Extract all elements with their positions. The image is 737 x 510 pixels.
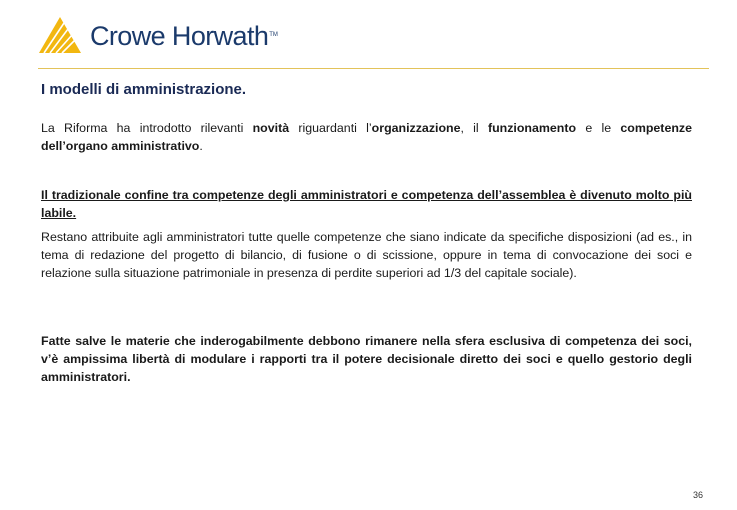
paragraph-materie: Fatte salve le materie che inderogabilmente debbono rimanere nella sfera esclusiva di competenza dei soci, v’è ampissima libertà di modulare i rapporti tra il potere decisionale diretto dei soci e quello gestorio degli amministratori.: [41, 334, 692, 384]
paragraph-competenze: Restano attribuite agli amministratori tutte quelle competenze che siano indicate da specifiche disposizioni (ad es., in tema di redazione del progetto di bilancio, di fusione o di scissione, oppure in tema di convocazione dei soci e relazione sulla situazione patrimoniale in presenza di perdite superiori ad 1/3 del capitale sociale).: [41, 230, 692, 280]
paragraph-confine: Il tradizionale confine tra competenze degli amministratori e competenza dell’assemblea è divenuto molto più labile.: [41, 188, 692, 220]
paragraph-riforma: [41, 119, 692, 155]
crowe-horwath-logo: [38, 14, 278, 56]
p1-text-1: La Riforma ha introdotto rilevanti: [41, 121, 253, 135]
brand-name: Crowe Horwath: [90, 20, 269, 51]
page-number: 36: [692, 490, 703, 500]
p1-text-2: riguardanti l’: [289, 121, 372, 135]
p1-text-3: , il: [460, 121, 488, 135]
header-divider: [38, 68, 709, 69]
page-title: I modelli di amministrazione.: [41, 81, 247, 98]
p1-bold-novita: novità: [252, 121, 290, 135]
p1-text-5: .: [199, 139, 203, 153]
logo-triangle-icon: [38, 16, 82, 54]
p1-bold-organizzazione: organizzazione: [371, 121, 461, 135]
trademark: TM: [269, 32, 278, 38]
p1-bold-funzionamento: funzionamento: [487, 121, 577, 135]
p1-bold-competenze: competenze dell’organo amministrativo: [41, 121, 692, 153]
p1-text-4: e le: [576, 121, 621, 135]
